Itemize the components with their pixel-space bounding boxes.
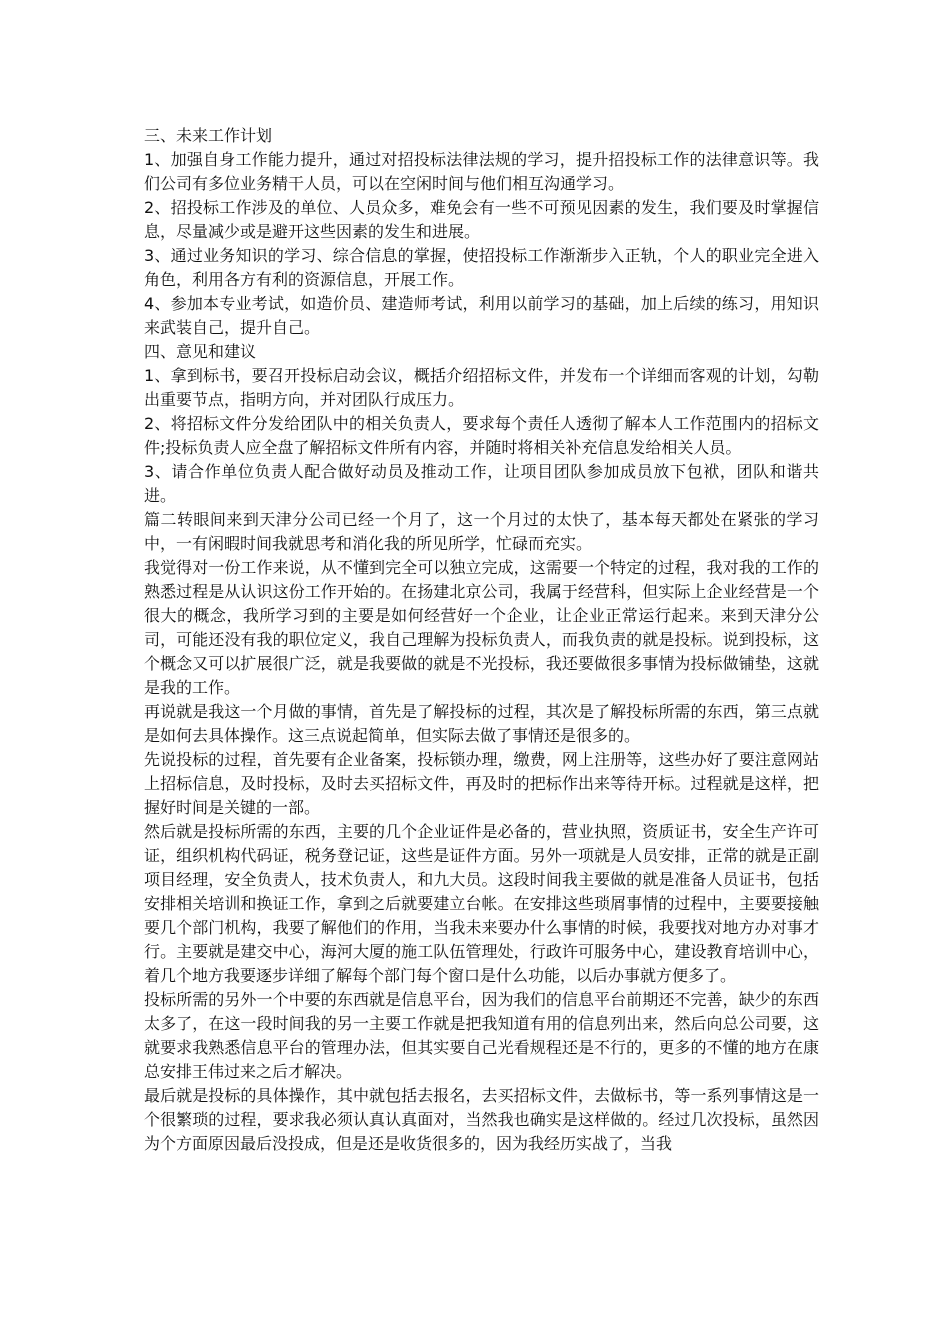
paragraph: 我觉得对一份工作来说，从不懂到完全可以独立完成，这需要一个特定的过程，我对我的工作的熟悉过程是从认识这份工作开始的。在扬建北京公司，我属于经营科，但实际上企业经营是一个很大的概念，我所学习到的主要是如何经营好一个企业，让企业正常运行起来。来到天津分公司，可能还没有我的职位定义，我自己理解为投标负责人，而我负责的就是投标。说到投标，这个概念又可以扩展很广泛，就是我要做的就是不光投标，我还要做很多事情为投标做铺垫，这就是我的工作。 — [144, 558, 819, 697]
paragraph: 1、加强自身工作能力提升，通过对招投标法律法规的学习，提升招投标工作的法律意识等。我们公司有多位业务精干人员，可以在空闲时间与他们相互沟通学习。 — [144, 150, 819, 193]
paragraph: 投标所需的另外一个中要的东西就是信息平台，因为我们的信息平台前期还不完善，缺少的东西太多了，在这一段时间我的另一主要工作就是把我知道有用的信息列出来，然后向总公司要，这就要求我熟悉信息平台的管理办法，但其实要自己光看规程还是不行的，更多的不懂的地方在康总安排王伟过来之后才解决。 — [144, 990, 819, 1081]
paragraph: 3、通过业务知识的学习、综合信息的掌握，使招投标工作渐渐步入正轨，个人的职业完全进入角色，利用各方有利的资源信息，开展工作。 — [144, 246, 819, 289]
paragraph: 然后就是投标所需的东西，主要的几个企业证件是必备的，营业执照，资质证书，安全生产许可证，组织机构代码证，税务登记证，这些是证件方面。另外一项就是人员安排，正常的就是正副项目经理，安全负责人，技术负责人，和九大员。这段时间我主要做的就是准备人员证书，包括安排相关培训和换证工作，拿到之后就要建立台帐。在安排这些琐屑事情的过程中，主要要接触要几个部门机构，我要了解他们的作用，当我未来要办什么事情的时候，我要找对地方办对事才行。主要就是建交中心，海河大厦的施工队伍管理处，行政许可服务中心，建设教育培训中心，着几个地方我要逐步详细了解每个部门每个窗口是什么功能，以后办事就方便多了。 — [144, 822, 819, 985]
paragraph: 3、请合作单位负责人配合做好动员及推动工作，让项目团队参加成员放下包袱，团队和谐共进。 — [144, 462, 819, 505]
paragraph: 2、招投标工作涉及的单位、人员众多，难免会有一些不可预见因素的发生，我们要及时掌握信息，尽量减少或是避开这些因素的发生和进展。 — [144, 198, 819, 241]
section-heading-suggestions: 四、意见和建议 — [144, 342, 257, 361]
document-body — [144, 124, 819, 1156]
paragraph: 先说投标的过程，首先要有企业备案，投标锁办理，缴费，网上注册等，这些办好了要注意网站上招标信息，及时投标，及时去买招标文件，再及时的把标作出来等待开标。过程就是这样，把握好时间是关键的一部。 — [144, 750, 819, 817]
paragraph: 最后就是投标的具体操作，其中就包括去报名，去买招标文件，去做标书，等一系列事情这是一个很繁琐的过程，要求我必须认真认真面对，当然我也确实是这样做的。经过几次投标，虽然因为个方面原因最后没投成，但是还是收货很多的，因为我经历实战了，当我 — [144, 1086, 819, 1153]
paragraph: 1、拿到标书，要召开投标启动会议，概括介绍招标文件，并发布一个详细而客观的计划，勾勒出重要节点，指明方向，并对团队行成压力。 — [144, 366, 819, 409]
paragraph: 2、将招标文件分发给团队中的相关负责人，要求每个责任人透彻了解本人工作范围内的招标文件;投标负责人应全盘了解招标文件所有内容，并随时将相关补充信息发给相关人员。 — [144, 414, 819, 457]
paragraph: 再说就是我这一个月做的事情，首先是了解投标的过程，其次是了解投标所需的东西，第三点就是如何去具体操作。这三点说起简单，但实际去做了事情还是很多的。 — [144, 702, 819, 745]
paragraph: 4、参加本专业考试，如造价员、建造师考试，利用以前学习的基础，加上后续的练习，用知识来武装自己，提升自己。 — [144, 294, 819, 337]
paragraph: 篇二转眼间来到天津分公司已经一个月了，这一个月过的太快了，基本每天都处在紧张的学习中，一有闲暇时间我就思考和消化我的所见所学，忙碌而充实。 — [144, 510, 819, 553]
section-heading-future-plan: 三、未来工作计划 — [144, 126, 273, 145]
